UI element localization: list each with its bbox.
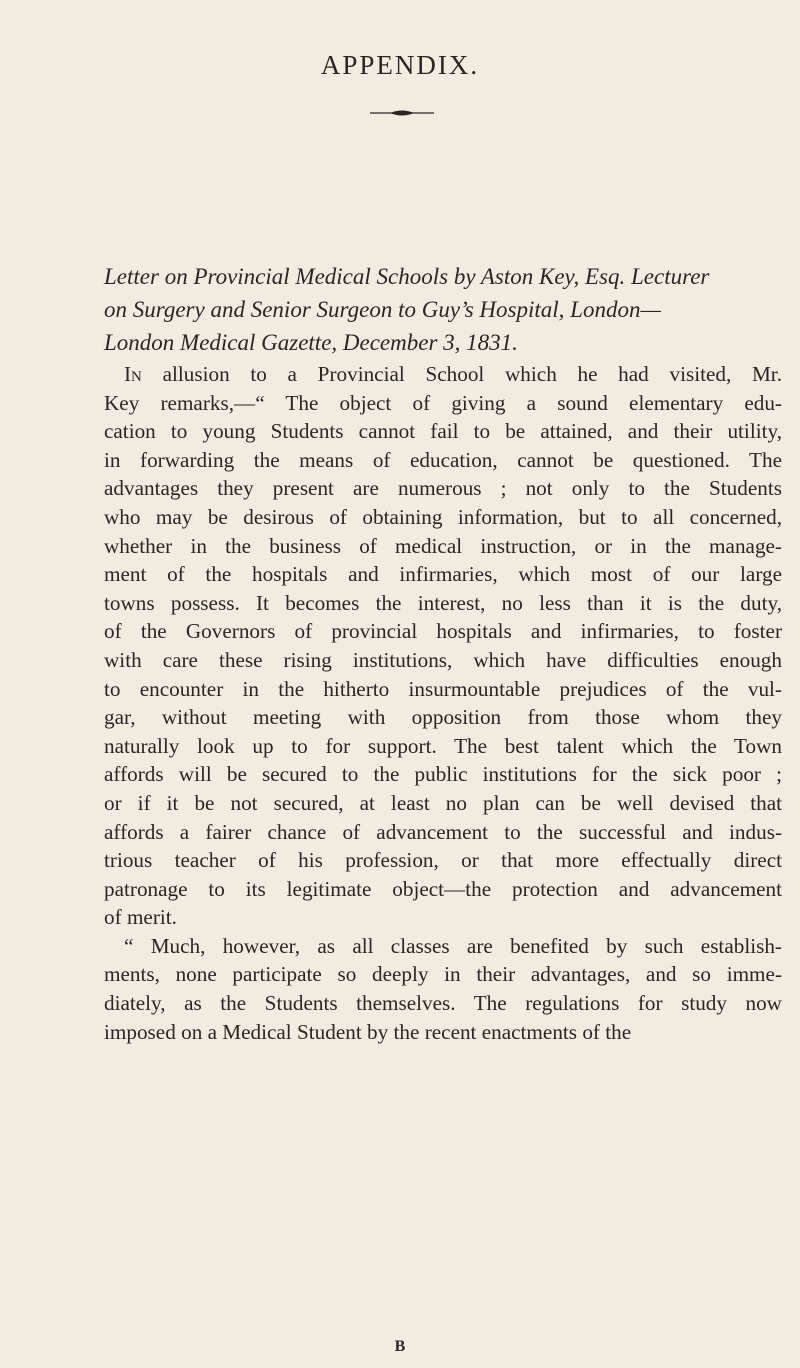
body-line: diately, as the Students themselves. The regulations for study now <box>104 991 782 1016</box>
body-line: of the Governors of provincial hospitals and infirmaries, to foster <box>104 619 782 644</box>
citation-line: on Surgery and Senior Surgeon to Guy’s Hospital, London— <box>104 297 661 322</box>
body-line: of merit. <box>104 905 177 930</box>
body-line: whether in the business of medical instruction, or in the manage- <box>104 533 782 558</box>
body-line: or if it be not secured, at least no plan can be well devised that <box>104 790 782 815</box>
body-line: in forwarding the means of education, cannot be questioned. The <box>104 447 782 472</box>
body-line <box>104 360 782 389</box>
body-line: ment of the hospitals and infirmaries, which most of our large <box>104 562 782 587</box>
body-line: Key remarks,—“ The object of giving a sound elementary edu- <box>104 390 782 415</box>
appendix-heading: APPENDIX. <box>320 50 480 80</box>
body-line: naturally look up to for support. The best talent which the Town <box>104 733 782 758</box>
drop-word: In <box>124 362 142 386</box>
body-text: allusion to a Provincial School which he had visited, Mr. <box>141 362 782 386</box>
body-line: imposed on a Medical Student by the recent enactments of the <box>104 1019 632 1044</box>
citation-line: London Medical Gazette, December 3, 1831. <box>104 330 518 355</box>
body-line: advantages they present are numerous ; not only to the Students <box>104 476 782 501</box>
body-line: trious teacher of his profession, or that more effectually direct <box>104 848 782 873</box>
body-line: affords a fairer chance of advancement to the successful and indus- <box>104 819 782 844</box>
body-line: ments, none participate so deeply in their advantages, and so imme- <box>104 962 782 987</box>
body-line: affords will be secured to the public institutions for the sick poor ; <box>104 762 782 787</box>
body-line: “ Much, however, as all classes are benefited by such establish- <box>124 933 782 958</box>
signature-mark: B <box>394 1338 406 1355</box>
body-line: gar, without meeting with opposition from those whom they <box>104 705 782 730</box>
ornament-rule-icon <box>370 108 434 118</box>
body-line: to encounter in the hitherto insurmountable prejudices of the vul- <box>104 676 782 701</box>
body-line: with care these rising institutions, which have difficulties enough <box>104 647 782 672</box>
citation-line: Letter on Provincial Medical Schools by Aston Key, Esq. Lecturer <box>104 264 710 289</box>
body-line: cation to young Students cannot fail to be attained, and their utility, <box>104 419 782 444</box>
body-line: towns possess. It becomes the interest, no less than it is the duty, <box>104 590 782 615</box>
letter-body <box>104 360 782 1046</box>
letter-citation <box>104 260 784 359</box>
body-line: who may be desirous of obtaining information, but to all concerned, <box>104 504 782 529</box>
body-line: patronage to its legitimate object—the protection and advancement <box>104 876 782 901</box>
